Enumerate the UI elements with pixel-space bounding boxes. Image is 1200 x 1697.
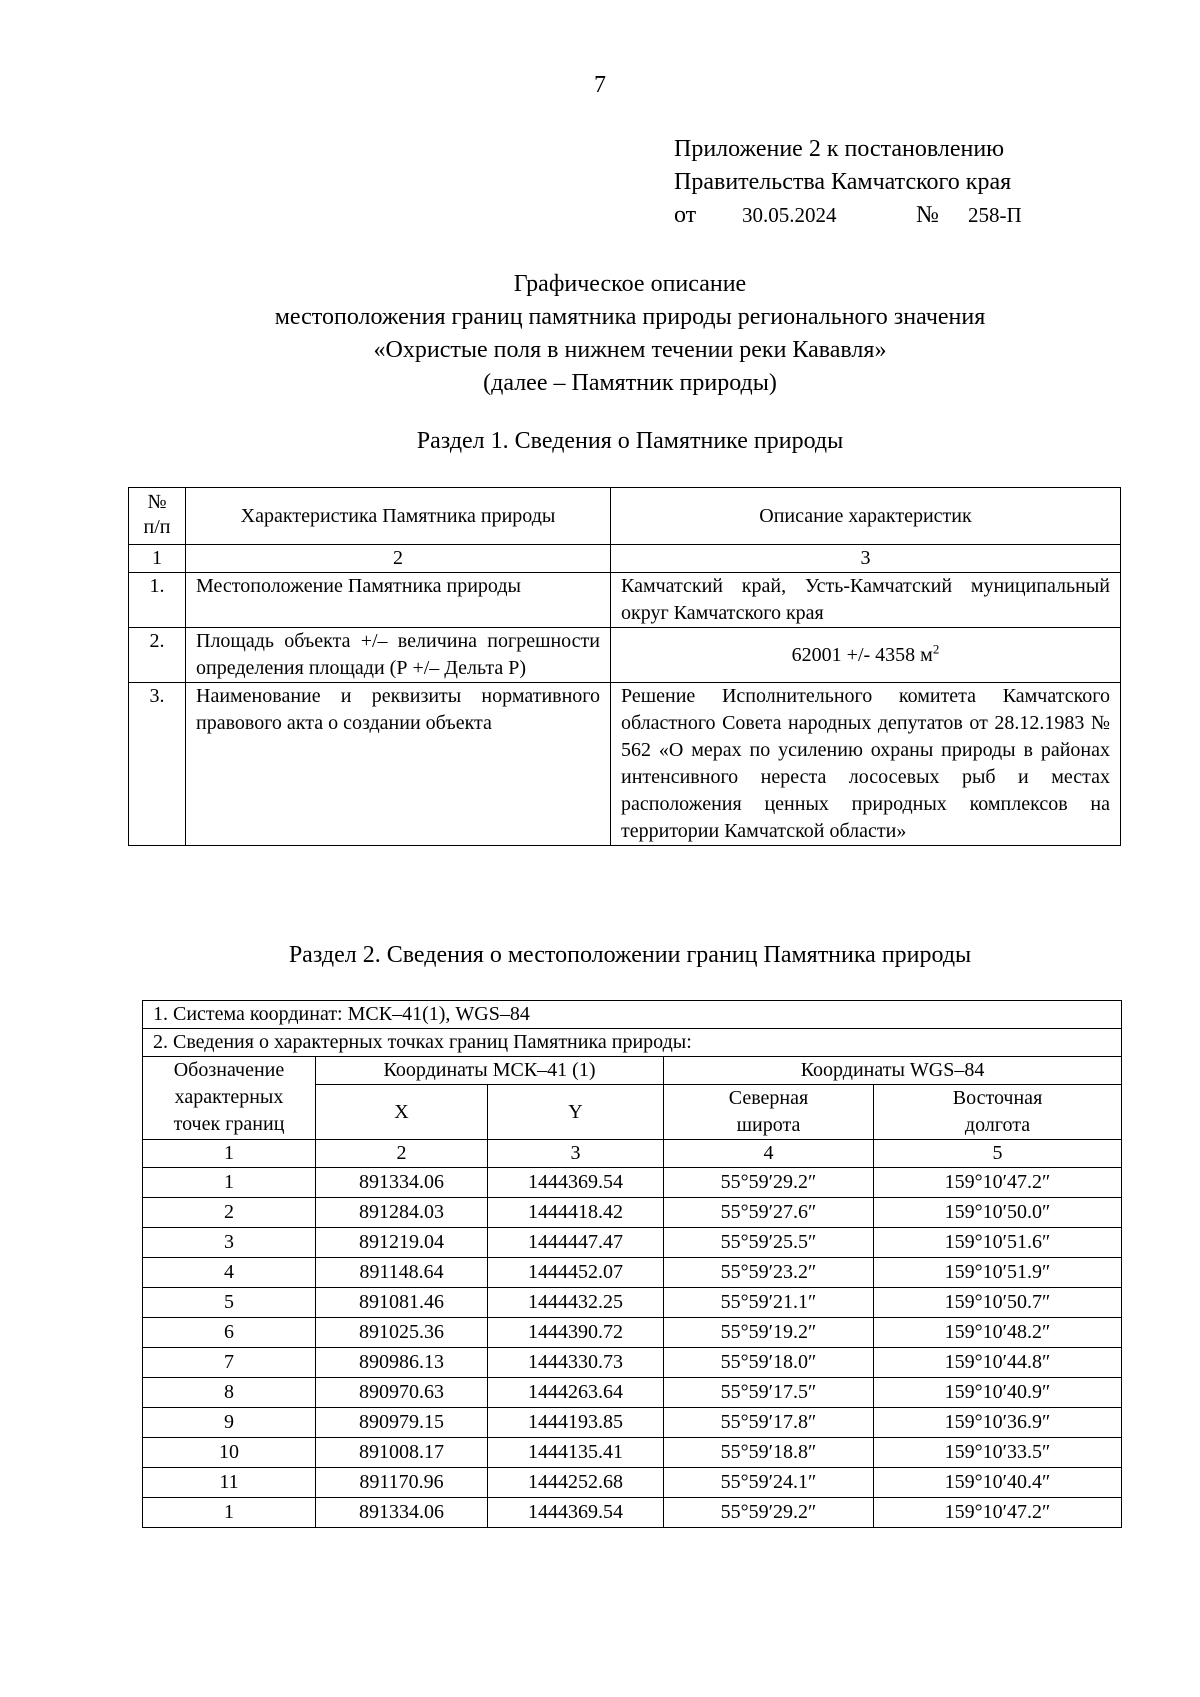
header-y: Y — [488, 1085, 664, 1140]
document-title — [0, 268, 1200, 400]
table-row — [143, 1378, 1122, 1408]
header-wgs: Координаты WGS–84 — [664, 1057, 1122, 1085]
y-coord: 1444369.54 — [488, 1168, 664, 1198]
east-longitude: 159°10′51.6″ — [874, 1228, 1122, 1258]
header-designation: Обозначение характерных точек границ — [143, 1057, 316, 1140]
north-latitude: 55°59′27.6″ — [664, 1198, 874, 1228]
header-x: X — [316, 1085, 488, 1140]
point-id: 6 — [143, 1318, 316, 1348]
point-id: 11 — [143, 1468, 316, 1498]
table-row — [143, 1288, 1122, 1318]
table-row — [143, 1318, 1122, 1348]
east-longitude: 159°10′40.9″ — [874, 1378, 1122, 1408]
east-longitude: 159°10′44.8″ — [874, 1348, 1122, 1378]
x-coord: 891284.03 — [316, 1198, 488, 1228]
table-row — [129, 683, 1121, 846]
y-coord: 1444432.25 — [488, 1288, 664, 1318]
index-row — [143, 1140, 1122, 1168]
section-1-heading: Раздел 1. Сведения о Памятнике природы — [416, 428, 844, 454]
row-num: 3. — [129, 683, 186, 846]
row-characteristic: Местоположение Памятника природы — [186, 573, 611, 628]
row-characteristic: Наименование и реквизиты нормативного правового акта о создании объекта — [186, 683, 611, 846]
point-id: 4 — [143, 1258, 316, 1288]
east-longitude: 159°10′50.7″ — [874, 1288, 1122, 1318]
x-coord: 890979.15 — [316, 1408, 488, 1438]
appendix-date-line — [674, 199, 1022, 232]
east-longitude: 159°10′47.2″ — [874, 1498, 1122, 1528]
north-latitude: 55°59′29.2″ — [664, 1498, 874, 1528]
x-coord: 891025.36 — [316, 1318, 488, 1348]
y-coord: 1444193.85 — [488, 1408, 664, 1438]
index-cell: 5 — [874, 1140, 1122, 1168]
index-cell: 2 — [316, 1140, 488, 1168]
point-id: 10 — [143, 1438, 316, 1468]
index-cell: 4 — [664, 1140, 874, 1168]
north-latitude: 55°59′23.2″ — [664, 1258, 874, 1288]
table-row — [129, 573, 1121, 628]
point-id: 1 — [143, 1168, 316, 1198]
east-longitude: 159°10′36.9″ — [874, 1408, 1122, 1438]
table-row — [143, 1498, 1122, 1528]
east-longitude: 159°10′33.5″ — [874, 1438, 1122, 1468]
appendix-line-2: Правительства Камчатского края — [674, 169, 1012, 195]
index-cell: 1 — [143, 1140, 316, 1168]
header-characteristic: Характеристика Памятника природы — [186, 488, 611, 545]
x-coord: 891334.06 — [316, 1498, 488, 1528]
appendix-block — [674, 133, 1022, 232]
table-row — [143, 1198, 1122, 1228]
point-id: 2 — [143, 1198, 316, 1228]
coord-system-row — [143, 1001, 1122, 1029]
points-body — [143, 1168, 1122, 1528]
x-coord: 891081.46 — [316, 1288, 488, 1318]
table-index-row — [129, 545, 1121, 573]
table-header-row — [129, 488, 1121, 545]
y-coord: 1444135.41 — [488, 1438, 664, 1468]
x-coord: 891148.64 — [316, 1258, 488, 1288]
y-coord: 1444252.68 — [488, 1468, 664, 1498]
row-description: Решение Исполнительного комитета Камчатского областного Совета народных депутатов от 28.12.1983 № 562 «О мерах по усилению охраны природы в районах интенсивного нереста лососевых рыб и местах расположения ценных природных комплексов на территории Камчатской области» — [611, 683, 1121, 846]
east-longitude: 159°10′40.4″ — [874, 1468, 1122, 1498]
appendix-number: 258-П — [968, 203, 1022, 227]
header-east: Восточная долгота — [874, 1085, 1122, 1140]
row-characteristic: Площадь объекта +/– величина погрешности определения площади (Р +/– Дельта Р) — [186, 628, 611, 683]
table-row — [143, 1348, 1122, 1378]
y-coord: 1444418.42 — [488, 1198, 664, 1228]
table-row — [143, 1168, 1122, 1198]
header-north: Северная широта — [664, 1085, 874, 1140]
monument-info-table — [128, 487, 1121, 846]
north-latitude: 55°59′25.5″ — [664, 1228, 874, 1258]
y-coord: 1444447.47 — [488, 1228, 664, 1258]
row-num: 1. — [129, 573, 186, 628]
coord-system: 1. Система координат: МСК–41(1), WGS–84 — [143, 1001, 1122, 1029]
index-cell: 3 — [488, 1140, 664, 1168]
point-id: 1 — [143, 1498, 316, 1528]
row-description: Камчатский край, Усть-Камчатский муниципальный округ Камчатского края — [611, 573, 1121, 628]
boundary-points-table — [142, 1000, 1122, 1528]
title-line-3: «Охристые поля в нижнем течении реки Кававля» — [373, 337, 887, 363]
title-line-2: местоположения границ памятника природы регионального значения — [274, 304, 986, 330]
header-row-1 — [143, 1057, 1122, 1085]
y-coord: 1444452.07 — [488, 1258, 664, 1288]
section-2-heading: Раздел 2. Сведения о местоположении границ Памятника природы — [288, 942, 972, 968]
east-longitude: 159°10′51.9″ — [874, 1258, 1122, 1288]
index-cell: 1 — [129, 545, 186, 573]
north-latitude: 55°59′17.8″ — [664, 1408, 874, 1438]
x-coord: 891008.17 — [316, 1438, 488, 1468]
row-description: 62001 +/- 4358 $м^2$ — [611, 628, 1121, 683]
x-coord: 890970.63 — [316, 1378, 488, 1408]
table-row — [129, 628, 1121, 683]
east-longitude: 159°10′50.0″ — [874, 1198, 1122, 1228]
point-id: 5 — [143, 1288, 316, 1318]
north-latitude: 55°59′17.5″ — [664, 1378, 874, 1408]
area-unit-superscript: 2 — [932, 640, 940, 656]
table-row — [143, 1468, 1122, 1498]
points-heading-row — [143, 1029, 1122, 1057]
x-coord: 891170.96 — [316, 1468, 488, 1498]
north-latitude: 55°59′18.8″ — [664, 1438, 874, 1468]
point-id: 7 — [143, 1348, 316, 1378]
north-latitude: 55°59′18.0″ — [664, 1348, 874, 1378]
header-msk: Координаты МСК–41 (1) — [316, 1057, 664, 1085]
header-num: № п/п — [129, 488, 186, 545]
point-id: 3 — [143, 1228, 316, 1258]
title-line-4: (далее – Памятник природы) — [483, 370, 777, 396]
x-coord: 891334.06 — [316, 1168, 488, 1198]
title-line-1: Графическое описание — [513, 271, 747, 297]
x-coord: 891219.04 — [316, 1228, 488, 1258]
y-coord: 1444330.73 — [488, 1348, 664, 1378]
number-prefix: № — [916, 202, 939, 228]
page-number: 7 — [594, 72, 606, 98]
table-row — [143, 1258, 1122, 1288]
date-prefix: от — [674, 202, 697, 228]
table-row — [143, 1408, 1122, 1438]
y-coord: 1444369.54 — [488, 1498, 664, 1528]
table-row — [143, 1228, 1122, 1258]
north-latitude: 55°59′19.2″ — [664, 1318, 874, 1348]
north-latitude: 55°59′29.2″ — [664, 1168, 874, 1198]
x-coord: 890986.13 — [316, 1348, 488, 1378]
north-latitude: 55°59′24.1″ — [664, 1468, 874, 1498]
table-row — [143, 1438, 1122, 1468]
north-latitude: 55°59′21.1″ — [664, 1288, 874, 1318]
east-longitude: 159°10′47.2″ — [874, 1168, 1122, 1198]
east-longitude: 159°10′48.2″ — [874, 1318, 1122, 1348]
row-num: 2. — [129, 628, 186, 683]
appendix-line-1: Приложение 2 к постановлению — [674, 136, 1005, 162]
index-cell: 3 — [611, 545, 1121, 573]
y-coord: 1444390.72 — [488, 1318, 664, 1348]
index-cell: 2 — [186, 545, 611, 573]
y-coord: 1444263.64 — [488, 1378, 664, 1408]
header-description: Описание характеристик — [611, 488, 1121, 545]
point-id: 8 — [143, 1378, 316, 1408]
appendix-date: 30.05.2024 — [742, 203, 837, 227]
point-id: 9 — [143, 1408, 316, 1438]
points-heading: 2. Сведения о характерных точках границ Памятника природы: — [143, 1029, 1122, 1057]
